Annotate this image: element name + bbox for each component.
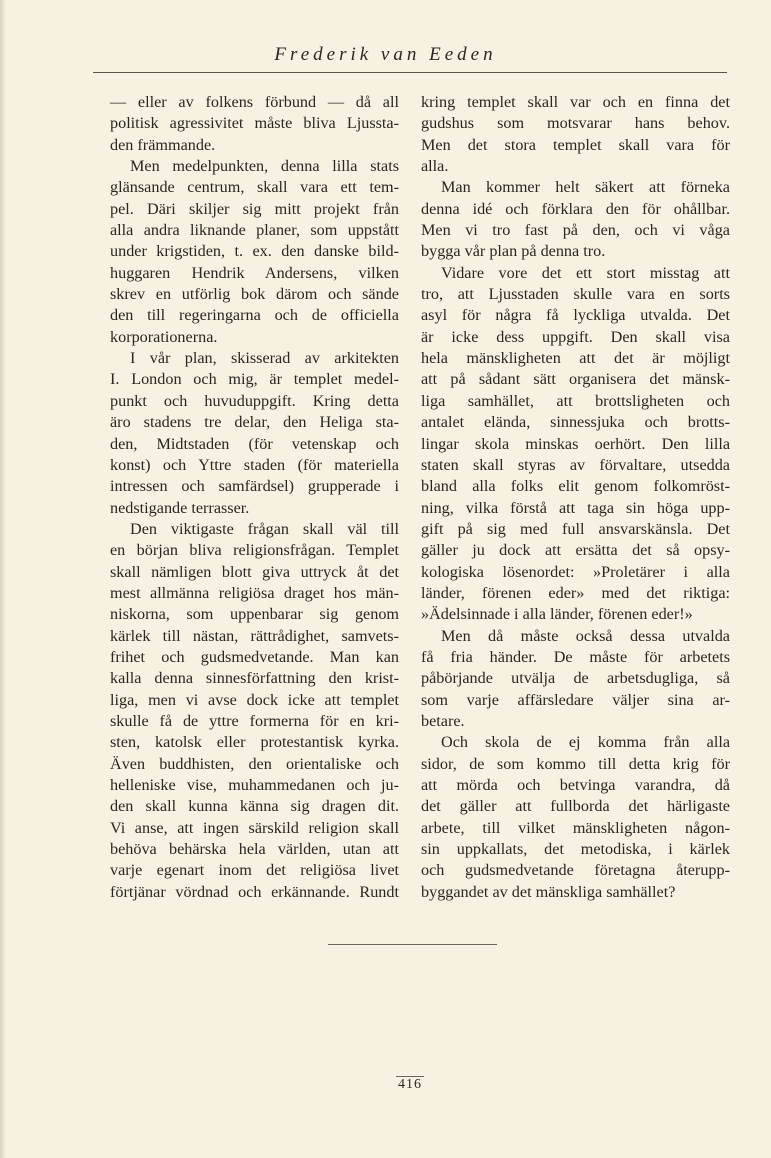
text-line: skall nämligen blott giva uttryck åt det (110, 562, 399, 581)
text-line: »Ädelsinnade i alla länder, förenen eder!» (421, 605, 693, 624)
text-line: sin uppkallats, det metodiska, i kärlek (421, 840, 730, 859)
text-line: Men vi tro fast på den, och vi våga (421, 221, 730, 240)
text-line: arbete, till vilket mänskligheten någon- (421, 818, 730, 837)
text-line: I. London och mig, är templet medel- (110, 370, 399, 389)
text-line: Men medelpunkten, denna lilla stats (130, 157, 399, 176)
text-line: är icke dess uppgift. Den skall visa (421, 327, 730, 346)
paragraph (421, 177, 730, 262)
text-line: kring templet skall var och en finna det (421, 93, 730, 111)
text-line: asyl för några få lyckliga utvalda. Det (421, 306, 730, 325)
text-line: sidor, de som kommo till detta krig för (421, 754, 730, 773)
text-line: skulle få de yttre formerna för en kri- (110, 711, 399, 730)
text-line: lingar skola minskas oerhört. Den lilla (421, 434, 730, 453)
text-line: Den viktigaste frågan skall väl till (130, 519, 399, 538)
text-line: den, Midtstaden (för vetenskap och (110, 434, 399, 453)
header-rule (93, 72, 727, 73)
text-line: och gudsmedvetande företagna återupp- (421, 861, 730, 880)
text-line: ning, vilka förstå att taga sin höga upp- (421, 498, 730, 517)
paragraph (421, 626, 730, 733)
text-line: politisk agressivitet måste bliva Ljussta- (110, 114, 399, 133)
text-line: I vår plan, skisserad av arkitekten (130, 349, 399, 368)
text-line: kalla denna sinnesförfattning den krist- (110, 669, 399, 688)
text-line: att mörda och betvinga varandra, då (421, 776, 730, 794)
text-line: byggandet av det mänskliga samhället? (421, 882, 676, 901)
paragraph (421, 92, 730, 177)
page-number: 416 (398, 1077, 422, 1092)
text-line: bygga vår plan på denna tro. (421, 242, 606, 261)
text-line: varje egenart inom det religiösa livet (110, 861, 399, 880)
paragraph (110, 92, 399, 156)
text-line: skrev en utförlig bok därom och sände (110, 285, 399, 304)
text-line: Men då måste också dessa utvalda (441, 626, 730, 645)
text-line: det gäller att fullborda det härligaste (421, 797, 730, 816)
running-head: Frederik van Eeden (274, 44, 497, 65)
text-line: Man kommer helt säkert att förneka (441, 178, 730, 197)
text-line: mest allmänna religiösa draget hos män- (110, 583, 399, 602)
paragraph (110, 348, 399, 519)
text-line: påbörjande utvälja de arbetsdugliga, så (421, 669, 730, 688)
end-rule (328, 944, 497, 945)
text-line: pel. Däri skiljer sig mitt projekt från (110, 199, 399, 218)
text-line: gudshus som motsvarar hans behov. (421, 114, 730, 133)
text-line: hela mänskligheten att det är möjligt (421, 349, 730, 368)
text-line: — eller av folkens förbund — då all (110, 93, 399, 111)
page-edge-shadow (0, 0, 6, 1158)
text-line: gift på sig med full ansvarskänsla. Det (421, 519, 730, 538)
text-line: att på sådant sätt organisera det mänsk- (421, 370, 730, 389)
text-line: länder, förenen eder» med det riktiga: (421, 583, 730, 602)
text-line: korporationerna. (110, 327, 218, 346)
paragraph (421, 263, 730, 626)
text-line: nedstigande terrasser. (110, 498, 250, 517)
right-column (421, 92, 730, 903)
text-line: kologiska lösenordet: »Proletärer i alla (421, 562, 730, 581)
text-line: den till regeringarna och de officiella (110, 306, 399, 325)
text-line: konst) och Yttre staden (för materiella (110, 455, 399, 474)
text-line: Men det stora templet skall vara för (421, 135, 730, 154)
text-line: huggaren Hendrik Andersens, vilken (110, 263, 399, 282)
text-line: under krigstiden, t. ex. den danske bild- (110, 242, 399, 261)
text-line: behöva behärska hela världen, utan att (110, 840, 399, 859)
text-line: liga, men vi avse dock icke att templet (110, 690, 399, 709)
text-line: Vidare vore det ett stort misstag att (441, 263, 730, 282)
paragraph (421, 732, 730, 903)
text-line: punkt och huvuduppgift. Kring detta (110, 391, 399, 410)
text-line: den främmande. (110, 135, 216, 154)
text-line: Och skola de ej komma från alla (441, 733, 730, 752)
text-line: Även buddhisten, den orientaliske och (110, 754, 399, 773)
text-line: gäller ju dock att ersätta det så opsy- (421, 541, 730, 560)
text-line: liga samhället, att brottsligheten och (421, 391, 730, 410)
text-line: alla andra liknande planer, som uppstått (110, 221, 399, 240)
text-line: Vi anse, att ingen särskild religion skall (110, 818, 399, 837)
text-line: helleniske vise, muhammedanen och ju- (110, 776, 399, 794)
text-line: antalet elända, sinnessjuka och brotts- (421, 413, 730, 432)
text-line: intressen och samfärdsel) grupperade i (110, 477, 399, 496)
paragraph (110, 519, 399, 903)
text-line: alla. (421, 157, 449, 176)
text-line: bland alla folks elit genom folkomröst- (421, 477, 730, 496)
left-column (110, 92, 399, 903)
text-line: som varje affärsledare väljer sina ar- (421, 690, 730, 709)
text-line: niskorna, som uppenbarar sig genom (110, 605, 399, 624)
text-line: en början bliva religionsfrågan. Templet (110, 541, 399, 560)
text-line: frihet och gudsmedvetande. Man kan (110, 647, 399, 666)
text-line: kärlek till nästan, rättrådighet, samvets- (110, 626, 399, 645)
text-line: få fria händer. De måste för arbetets (421, 647, 730, 666)
text-line: staten skall styras av förvaltare, utsedda (421, 455, 730, 474)
text-line: sten, katolsk eller protestantisk kyrka. (110, 733, 399, 752)
text-line: betare. (421, 711, 465, 730)
text-line: äro stadens tre delar, den Heliga sta- (110, 413, 399, 432)
text-line: den skall kunna känna sig dragen dit. (110, 797, 399, 816)
text-line: denna idé och förklara den för ohållbar. (421, 199, 730, 218)
paragraph (110, 156, 399, 348)
text-line: tro, att Ljusstaden skulle vara en sorts (421, 285, 730, 304)
text-line: förtjänar vördnad och erkännande. Rundt (110, 882, 399, 901)
text-line: glänsande centrum, skall vara ett tem- (110, 178, 399, 197)
